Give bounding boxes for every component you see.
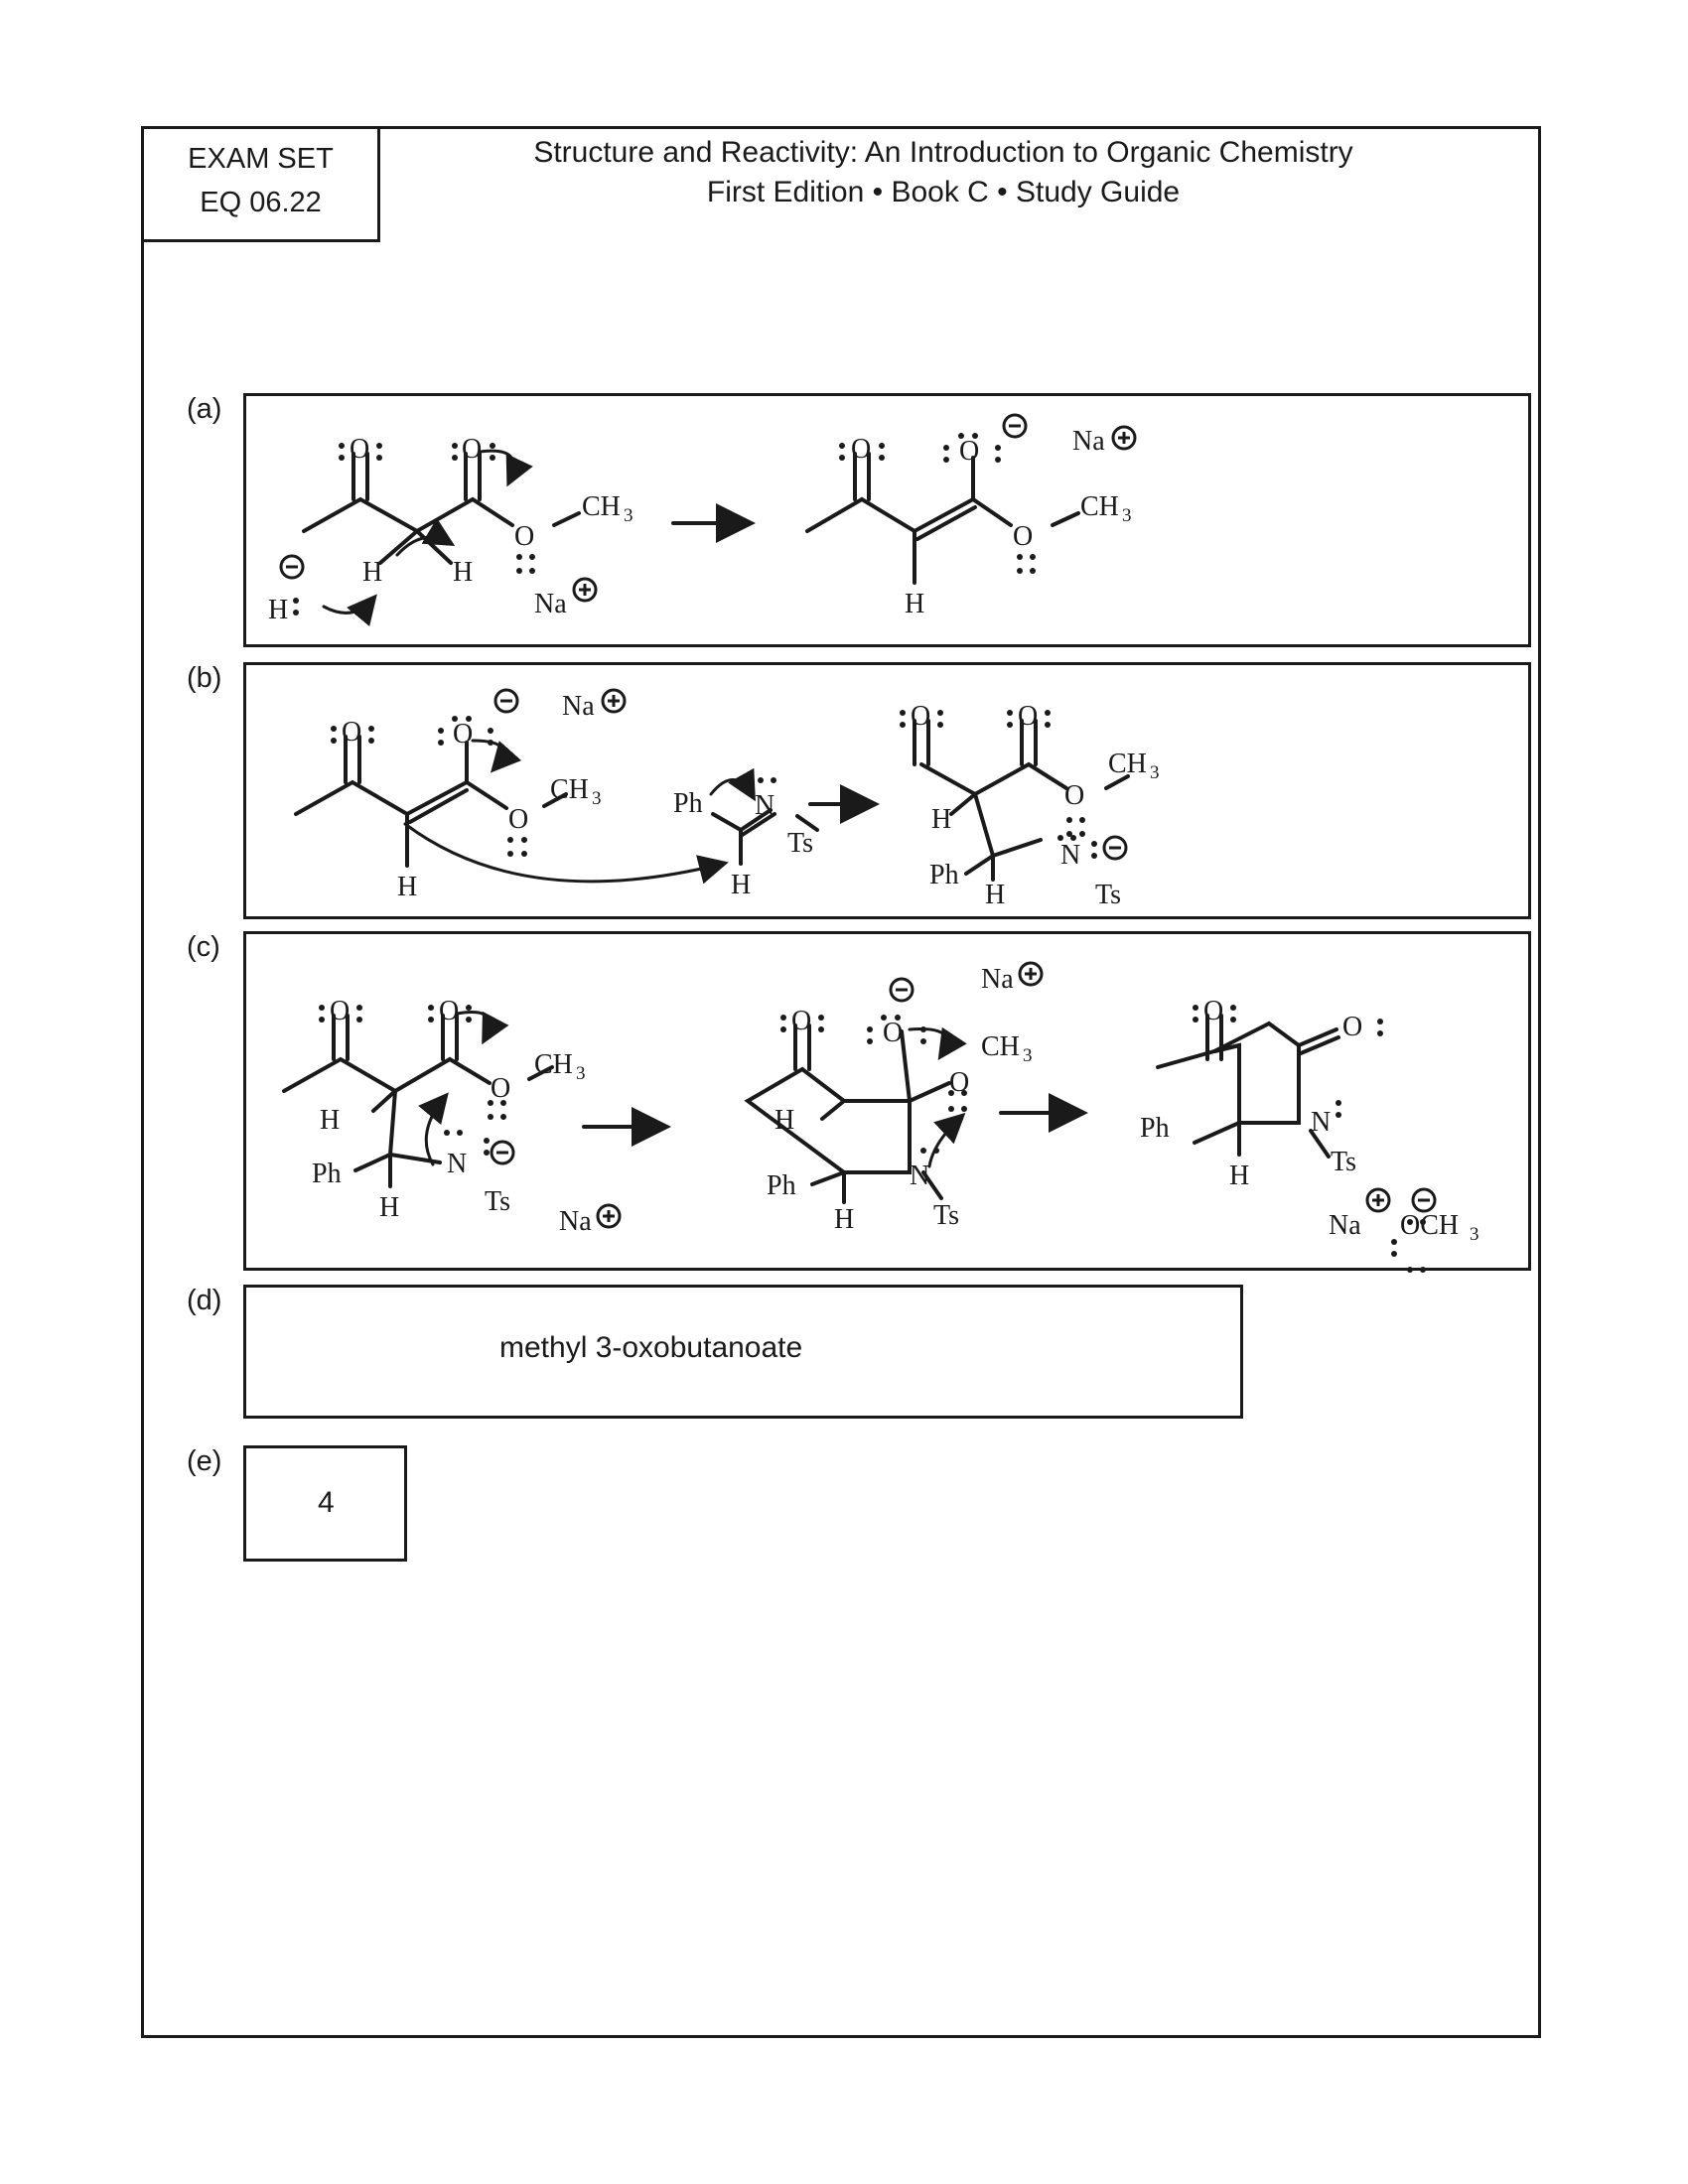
mechanism-a xyxy=(246,396,1534,650)
subscript-3: 3 xyxy=(1470,1224,1479,1245)
methyl-group: CH xyxy=(1080,491,1119,522)
atom-o: O xyxy=(1203,996,1224,1026)
subscript-3: 3 xyxy=(624,505,633,526)
atom-h: H xyxy=(834,1204,855,1235)
atom-o: O xyxy=(342,717,362,748)
atom-o: O xyxy=(350,434,370,465)
atom-o: O xyxy=(508,804,529,835)
subscript-3: 3 xyxy=(576,1063,586,1084)
sodium-ion: Na xyxy=(559,1206,592,1237)
atom-h: H xyxy=(453,557,474,588)
atom-o: O xyxy=(491,1073,511,1104)
atom-o: O xyxy=(791,1006,812,1036)
atom-o: O xyxy=(911,701,931,732)
atom-h: H xyxy=(320,1105,341,1136)
atom-h: H xyxy=(774,1105,795,1136)
part-c-label: (c) xyxy=(187,931,220,963)
phenyl: Ph xyxy=(1140,1113,1170,1144)
atom-n: N xyxy=(755,790,775,821)
tosyl: Ts xyxy=(933,1200,960,1231)
atom-o: O xyxy=(1018,701,1039,732)
part-e-panel xyxy=(243,1445,407,1562)
part-a-panel xyxy=(243,393,1531,647)
sodium-ion: Na xyxy=(534,589,567,619)
atom-h: H xyxy=(731,870,752,900)
atom-h: H xyxy=(931,804,952,835)
sodium-ion: Na xyxy=(1329,1210,1361,1241)
exam-set-label: EXAM SET xyxy=(188,143,334,175)
atom-h: H xyxy=(985,880,1006,910)
atom-o: O xyxy=(959,436,980,467)
atom-h: H xyxy=(379,1192,400,1223)
part-d-panel xyxy=(243,1285,1243,1419)
mechanism-b xyxy=(246,665,1534,922)
exam-set-box xyxy=(141,126,380,242)
mechanism-c xyxy=(246,934,1534,1274)
tosyl: Ts xyxy=(787,828,814,859)
atom-o: O xyxy=(1064,780,1085,811)
atom-o: O xyxy=(1342,1012,1363,1042)
tosyl: Ts xyxy=(1331,1147,1357,1177)
methyl-group: CH xyxy=(534,1049,573,1080)
atom-n: N xyxy=(447,1149,468,1179)
atom-n: N xyxy=(910,1160,930,1191)
phenyl: Ph xyxy=(312,1159,342,1189)
atom-h: H xyxy=(362,557,383,588)
atom-o: O xyxy=(883,1018,904,1048)
part-d-label: (d) xyxy=(187,1285,222,1316)
phenyl: Ph xyxy=(673,788,703,819)
methyl-group: CH xyxy=(582,491,621,522)
book-subtitle: First Edition • Book C • Study Guide xyxy=(706,176,1181,208)
tosyl: Ts xyxy=(1095,880,1122,910)
atom-o: O xyxy=(330,996,351,1026)
subscript-3: 3 xyxy=(1150,762,1160,783)
phenyl: Ph xyxy=(767,1170,796,1201)
atom-o: O xyxy=(1013,521,1034,552)
answer-e: 4 xyxy=(318,1486,335,1519)
methyl-group: CH xyxy=(1108,749,1147,779)
atom-h: H xyxy=(1229,1160,1250,1191)
atom-h: H xyxy=(397,872,418,902)
atom-n: N xyxy=(1311,1107,1332,1138)
subscript-3: 3 xyxy=(1122,505,1132,526)
atom-n: N xyxy=(1060,840,1081,871)
page-header xyxy=(397,133,1489,212)
part-b-panel xyxy=(243,662,1531,919)
sodium-ion: Na xyxy=(562,691,595,722)
book-title: Structure and Reactivity: An Introduction to Organic Chemistry xyxy=(533,136,1353,169)
phenyl: Ph xyxy=(929,860,959,890)
atom-o: O xyxy=(514,521,535,552)
atom-o: O xyxy=(851,434,872,465)
exam-code: EQ 06.22 xyxy=(200,187,322,218)
answer-d: methyl 3-oxobutanoate xyxy=(499,1331,803,1364)
part-a-label: (a) xyxy=(187,393,222,425)
subscript-3: 3 xyxy=(592,788,602,809)
atom-o: O xyxy=(949,1067,970,1098)
part-e-label: (e) xyxy=(187,1445,222,1477)
methoxide: OCH xyxy=(1400,1210,1460,1241)
atom-o: O xyxy=(462,434,483,465)
methyl-group: CH xyxy=(550,774,589,805)
tosyl: Ts xyxy=(485,1186,511,1217)
atom-o: O xyxy=(439,996,460,1026)
methyl-group: CH xyxy=(981,1031,1020,1062)
hydride: H xyxy=(268,595,289,625)
sodium-ion: Na xyxy=(1072,426,1105,457)
part-b-label: (b) xyxy=(187,662,222,694)
part-c-panel xyxy=(243,931,1531,1271)
sodium-ion: Na xyxy=(981,964,1014,995)
atom-h: H xyxy=(905,589,925,619)
atom-o: O xyxy=(453,719,474,750)
subscript-3: 3 xyxy=(1023,1045,1033,1066)
